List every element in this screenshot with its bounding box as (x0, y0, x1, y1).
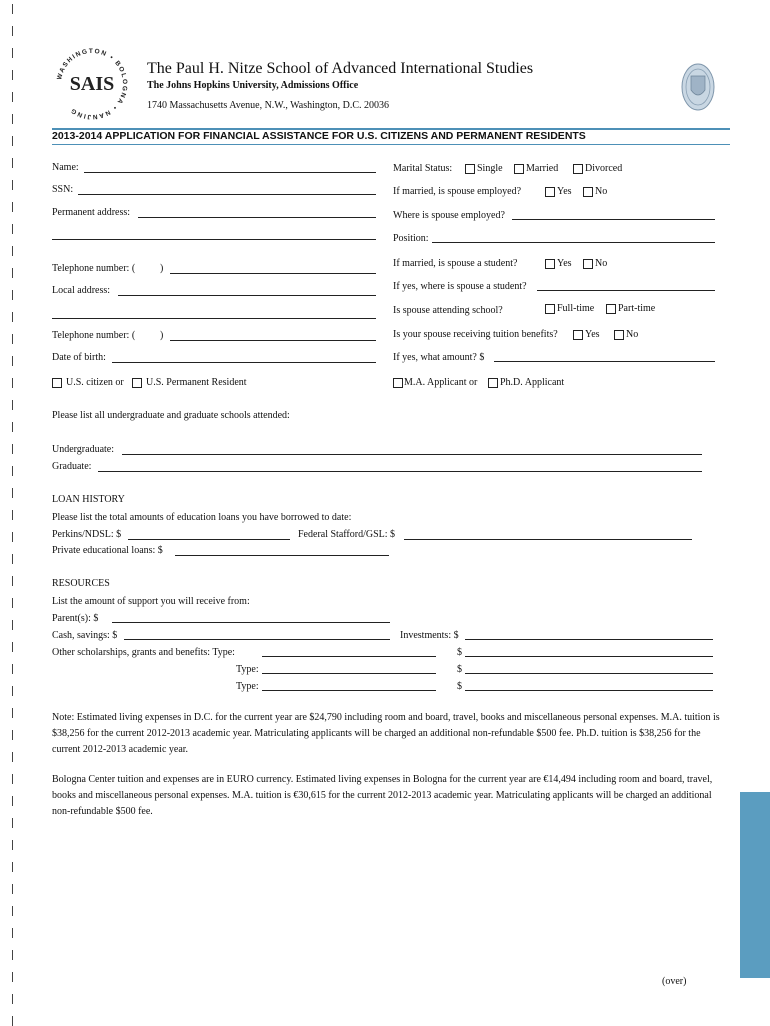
where-student-label: If yes, where is spouse a student? (393, 281, 527, 292)
tuition-benefits-no-label: No (626, 329, 639, 340)
margin-dash (12, 730, 13, 740)
scholarship-amount-3-field[interactable] (465, 690, 713, 691)
stafford-field[interactable] (404, 539, 692, 540)
margin-dash (12, 180, 13, 190)
margin-dash (12, 356, 13, 366)
spouse-employed-label: If married, is spouse employed? (393, 186, 522, 197)
margin-dash (12, 576, 13, 586)
sais-logo (52, 44, 132, 124)
left-margin-dashes (0, 0, 30, 1024)
scholarship-type-3-label: Type: (236, 681, 259, 692)
telephone-1-field[interactable] (170, 273, 376, 274)
margin-dash (12, 840, 13, 850)
married-checkbox[interactable] (514, 164, 524, 174)
where-student-field[interactable] (537, 290, 715, 291)
telephone-1-label: Telephone number: ( (52, 263, 136, 274)
margin-dash (12, 312, 13, 322)
ma-applicant-label: M.A. Applicant or (404, 377, 478, 388)
margin-dash (12, 70, 13, 80)
margin-dash (12, 378, 13, 388)
graduate-field[interactable] (98, 471, 702, 472)
spouse-student-yes-label: Yes (557, 258, 572, 269)
margin-dash (12, 224, 13, 234)
where-employed-field[interactable] (512, 219, 715, 220)
margin-dash (12, 290, 13, 300)
margin-dash (12, 1016, 13, 1026)
margin-dash (12, 444, 13, 454)
married-label: Married (526, 163, 559, 174)
margin-dash (12, 136, 13, 146)
ssn-field[interactable] (78, 194, 376, 195)
spouse-student-label: If married, is spouse a student? (393, 258, 518, 269)
svg-text:WASHINGTON • BOLOGNA • NANJING: WASHINGTON • BOLOGNA • NANJING (56, 47, 129, 121)
loan-history-heading: LOAN HISTORY (52, 494, 125, 505)
phd-applicant-checkbox[interactable] (488, 378, 498, 388)
margin-dash (12, 246, 13, 256)
permanent-resident-label: U.S. Permanent Resident (146, 377, 247, 388)
full-time-label: Full-time (557, 303, 595, 314)
loan-history-prompt: Please list the total amounts of education loans you have borrowed to date: (52, 512, 352, 523)
note-bologna-expenses: Bologna Center tuition and expenses are in EURO currency. Estimated living expenses in Bologna for the current year are €14,494 including room and board, travel, books and miscellaneous personal expenses. M.A. tuition is €30,615 for the current 2012-2013 academic year. Matriculating applicants will be charged an additional non-refundable $500 fee. (52, 774, 713, 817)
perkins-field[interactable] (128, 539, 290, 540)
form-title: 2013-2014 APPLICATION FOR FINANCIAL ASSISTANCE FOR U.S. CITIZENS AND PERMANENT RESIDENTS (52, 130, 586, 142)
part-time-checkbox[interactable] (606, 304, 616, 314)
scholarship-type-3-field[interactable] (262, 690, 436, 691)
scholarship-type-2-label: Type: (236, 664, 259, 675)
scholarship-type-1-field[interactable] (262, 656, 436, 657)
margin-dash (12, 796, 13, 806)
name-label: Name: (52, 162, 79, 173)
margin-dash (12, 906, 13, 916)
margin-dash (12, 268, 13, 278)
parents-label: Parent(s): $ (52, 613, 99, 624)
margin-dash (12, 92, 13, 102)
spouse-employed-no-label: No (595, 186, 608, 197)
tuition-benefits-label: Is your spouse receiving tuition benefits? (393, 329, 558, 340)
margin-dash (12, 48, 13, 58)
full-time-checkbox[interactable] (545, 304, 555, 314)
part-time-label: Part-time (618, 303, 656, 314)
telephone-2-paren: ) (160, 330, 164, 341)
margin-dash (12, 994, 13, 1004)
margin-dash (12, 158, 13, 168)
scholarship-amount-2-field[interactable] (465, 673, 713, 674)
undergraduate-field[interactable] (122, 454, 702, 455)
permanent-address-field[interactable] (138, 217, 376, 218)
margin-dash (12, 642, 13, 652)
university-seal-icon (680, 62, 716, 112)
spouse-student-yes-checkbox[interactable] (545, 259, 555, 269)
margin-dash (12, 752, 13, 762)
margin-dash (12, 620, 13, 630)
scholarship-amount-1-dollar: $ (457, 647, 462, 658)
margin-dash (12, 862, 13, 872)
private-loans-field[interactable] (175, 555, 389, 556)
tuition-benefits-yes-label: Yes (585, 329, 600, 340)
position-field[interactable] (432, 242, 715, 243)
scholarship-amount-1-field[interactable] (465, 656, 713, 657)
margin-dash (12, 598, 13, 608)
what-amount-label: If yes, what amount? $ (393, 352, 485, 363)
margin-dash (12, 664, 13, 674)
svg-text:SAIS: SAIS (69, 73, 115, 95)
margin-dash (12, 4, 13, 14)
permanent-resident-checkbox[interactable] (132, 378, 142, 388)
scholarship-amount-2-dollar: $ (457, 664, 462, 675)
attending-label: Is spouse attending school? (393, 305, 503, 316)
margin-dash (12, 928, 13, 938)
cash-savings-label: Cash, savings: $ (52, 630, 118, 641)
us-citizen-label: U.S. citizen or (66, 377, 124, 388)
school-name: The Paul H. Nitze School of Advanced International Studies (147, 60, 534, 77)
investments-label: Investments: $ (400, 630, 459, 641)
investments-field[interactable] (465, 639, 713, 640)
name-field[interactable] (84, 172, 376, 173)
side-tab-bar (740, 792, 770, 978)
margin-dash (12, 114, 13, 124)
divorced-checkbox[interactable] (573, 164, 583, 174)
marital-status-label: Marital Status: (393, 163, 453, 174)
margin-dash (12, 532, 13, 542)
single-label: Single (477, 163, 503, 174)
margin-dash (12, 972, 13, 982)
where-employed-label: Where is spouse employed? (393, 210, 505, 221)
note-dc-expenses: Note: Estimated living expenses in D.C. for the current year are $24,790 including room and board, travel, books and miscellaneous personal expenses. M.A. tuition is $38,256 for the current 2012-2013 academic year. Matriculating applicants will be charged an additional non-refundable $500 fee. Ph.D. tuition is $38,256 for the current 2012-2013 academic year. (52, 712, 720, 755)
ma-applicant-checkbox[interactable] (393, 378, 403, 388)
spouse-student-no-checkbox[interactable] (583, 259, 593, 269)
scholarships-label: Other scholarships, grants and benefits: Type: (52, 647, 235, 658)
permanent-address-label: Permanent address: (52, 207, 131, 218)
tuition-benefits-no-checkbox[interactable] (614, 330, 624, 340)
telephone-1-paren: ) (160, 263, 164, 274)
margin-dash (12, 950, 13, 960)
spouse-employed-yes-label: Yes (557, 186, 572, 197)
margin-dash (12, 884, 13, 894)
parents-field[interactable] (112, 622, 390, 623)
private-loans-label: Private educational loans: $ (52, 545, 163, 556)
margin-dash (12, 686, 13, 696)
tuition-benefits-yes-checkbox[interactable] (573, 330, 583, 340)
local-address-field[interactable] (118, 295, 376, 296)
resources-heading: RESOURCES (52, 578, 110, 589)
schools-prompt: Please list all undergraduate and graduate schools attended: (52, 410, 290, 421)
single-checkbox[interactable] (465, 164, 475, 174)
us-citizen-checkbox[interactable] (52, 378, 62, 388)
dob-label: Date of birth: (52, 352, 106, 363)
margin-dash (12, 422, 13, 432)
cash-savings-field[interactable] (124, 639, 390, 640)
margin-dash (12, 488, 13, 498)
scholarship-type-2-field[interactable] (262, 673, 436, 674)
position-label: Position: (393, 233, 429, 244)
what-amount-field[interactable] (494, 361, 715, 362)
spouse-student-no-label: No (595, 258, 608, 269)
margin-dash (12, 334, 13, 344)
phd-applicant-label: Ph.D. Applicant (500, 377, 565, 388)
margin-dash (12, 774, 13, 784)
divorced-label: Divorced (585, 163, 623, 174)
telephone-2-label: Telephone number: ( (52, 330, 136, 341)
resources-prompt: List the amount of support you will receive from: (52, 596, 250, 607)
ssn-label: SSN: (52, 184, 74, 195)
dob-field[interactable] (112, 362, 376, 363)
stafford-label: Federal Stafford/GSL: $ (298, 529, 396, 540)
spouse-employed-yes-checkbox[interactable] (545, 187, 555, 197)
margin-dash (12, 26, 13, 36)
scholarship-amount-3-dollar: $ (457, 681, 462, 692)
margin-dash (12, 818, 13, 828)
margin-dash (12, 400, 13, 410)
school-address: 1740 Massachusetts Avenue, N.W., Washington, D.C. 20036 (147, 100, 390, 111)
undergraduate-label: Undergraduate: (52, 444, 115, 455)
margin-dash (12, 466, 13, 476)
margin-dash (12, 202, 13, 212)
local-address-field-2[interactable] (52, 318, 376, 319)
margin-dash (12, 554, 13, 564)
over-label: (over) (662, 976, 687, 987)
graduate-label: Graduate: (52, 461, 92, 472)
permanent-address-field-2[interactable] (52, 239, 376, 240)
admissions-office: The Johns Hopkins University, Admissions Office (147, 80, 359, 91)
local-address-label: Local address: (52, 285, 111, 296)
margin-dash (12, 708, 13, 718)
perkins-label: Perkins/NDSL: $ (52, 529, 122, 540)
spouse-employed-no-checkbox[interactable] (583, 187, 593, 197)
margin-dash (12, 510, 13, 520)
telephone-2-field[interactable] (170, 340, 376, 341)
title-rule-bottom (52, 144, 730, 145)
